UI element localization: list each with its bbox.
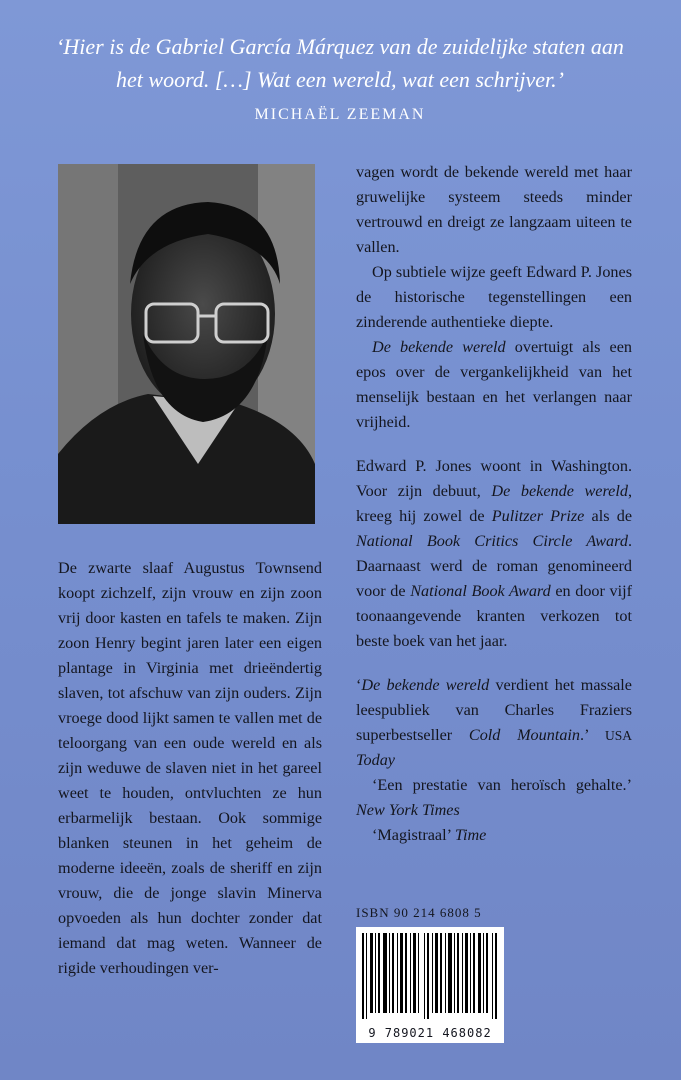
- synopsis-paragraph-3: De bekende wereld overtuigt als een epos over de vergankelijkheid van het menselijk bestaan en het verlangen naar vrijheid.: [356, 338, 632, 431]
- author-portrait-image: [58, 164, 315, 524]
- review-time: ‘Magistraal’ Time: [372, 826, 487, 844]
- top-quote: [40, 30, 640, 131]
- review-source: New York Times: [356, 801, 460, 819]
- left-column: [58, 556, 322, 981]
- synopsis-paragraph-2: Op subtiele wijze geeft Edward P. Jones de historische tegenstellingen een zinderende authentieke diepte.: [356, 263, 632, 331]
- top-quote-text: ‘Hier is de Gabriel García Márquez van de zuidelijke staten aan het woord. […] Wat een wereld, wat een schrijver.’: [56, 34, 624, 92]
- quote-attribution: MICHAËL ZEEMAN: [254, 106, 426, 123]
- review-source: Time: [454, 826, 487, 844]
- award-nbcc: National Book Critics Circle Award: [356, 532, 628, 550]
- author-bio: Edward P. Jones woont in Washington. Voor zijn debuut, De bekende wereld, kreeg hij zowel de Pulitzer Prize als de National Book Critics Circle Award. Daarnaast werd de roman genomineerd voor de National Book Award en door vijf toonaangevende kranten verkozen tot beste boek van het jaar.: [356, 457, 633, 650]
- book-title: De bekende wereld: [372, 338, 506, 356]
- synopsis-paragraph: De zwarte slaaf Augustus Townsend koopt zichzelf, zijn vrouw en zijn zoon vrij door kasten en tafels te maken. Zijn zoon Henry begint jaren later een eigen plantage in Virginia met drieëndertig slaven, tot afschuw van zijn ouders. Zijn vroege dood lijkt samen te vallen met de teloorgang van een oude wereld en als zijn weduwe de slaven niet in het gareel weet te houden, ontvluchten ze hun erbarmelijk bestaan. Ook sommige blanken steunen in het geheim de moderne ideeën, zoals de sheriff en zijn vrouw, die de jonge slavin Minerva opvoeden als hun dochter zonder dat iemand dat mag weten. Wanneer de rigide verhoudingen ver-: [58, 559, 322, 977]
- review-usa-today: ‘De bekende wereld verdient het massale leespubliek van Charles Fraziers superbestseller Cold Mountain.’ USA Today: [356, 676, 632, 769]
- isbn-label: ISBN 90 214 6808 5: [356, 905, 482, 920]
- review-source: USA: [604, 728, 632, 743]
- award-nba: National Book Award: [410, 582, 551, 600]
- award-pulitzer: Pulitzer Prize: [491, 507, 585, 525]
- barcode: [356, 927, 504, 1043]
- synopsis-continuation: vagen wordt de bekende wereld met haar gruwelijke systeem steeds minder vertrouwd en dreigt ze langzaam uiteen te vallen.: [356, 163, 632, 256]
- barcode-digits: 9 789021 468082: [368, 1026, 492, 1040]
- book-title: De bekende wereld: [491, 482, 628, 500]
- barcode-bars-icon: [362, 933, 498, 1019]
- right-column: [356, 160, 632, 848]
- review-nyt: ‘Een prestatie van heroïsch gehalte.’ New York Times: [356, 776, 632, 819]
- author-photo: [58, 164, 315, 524]
